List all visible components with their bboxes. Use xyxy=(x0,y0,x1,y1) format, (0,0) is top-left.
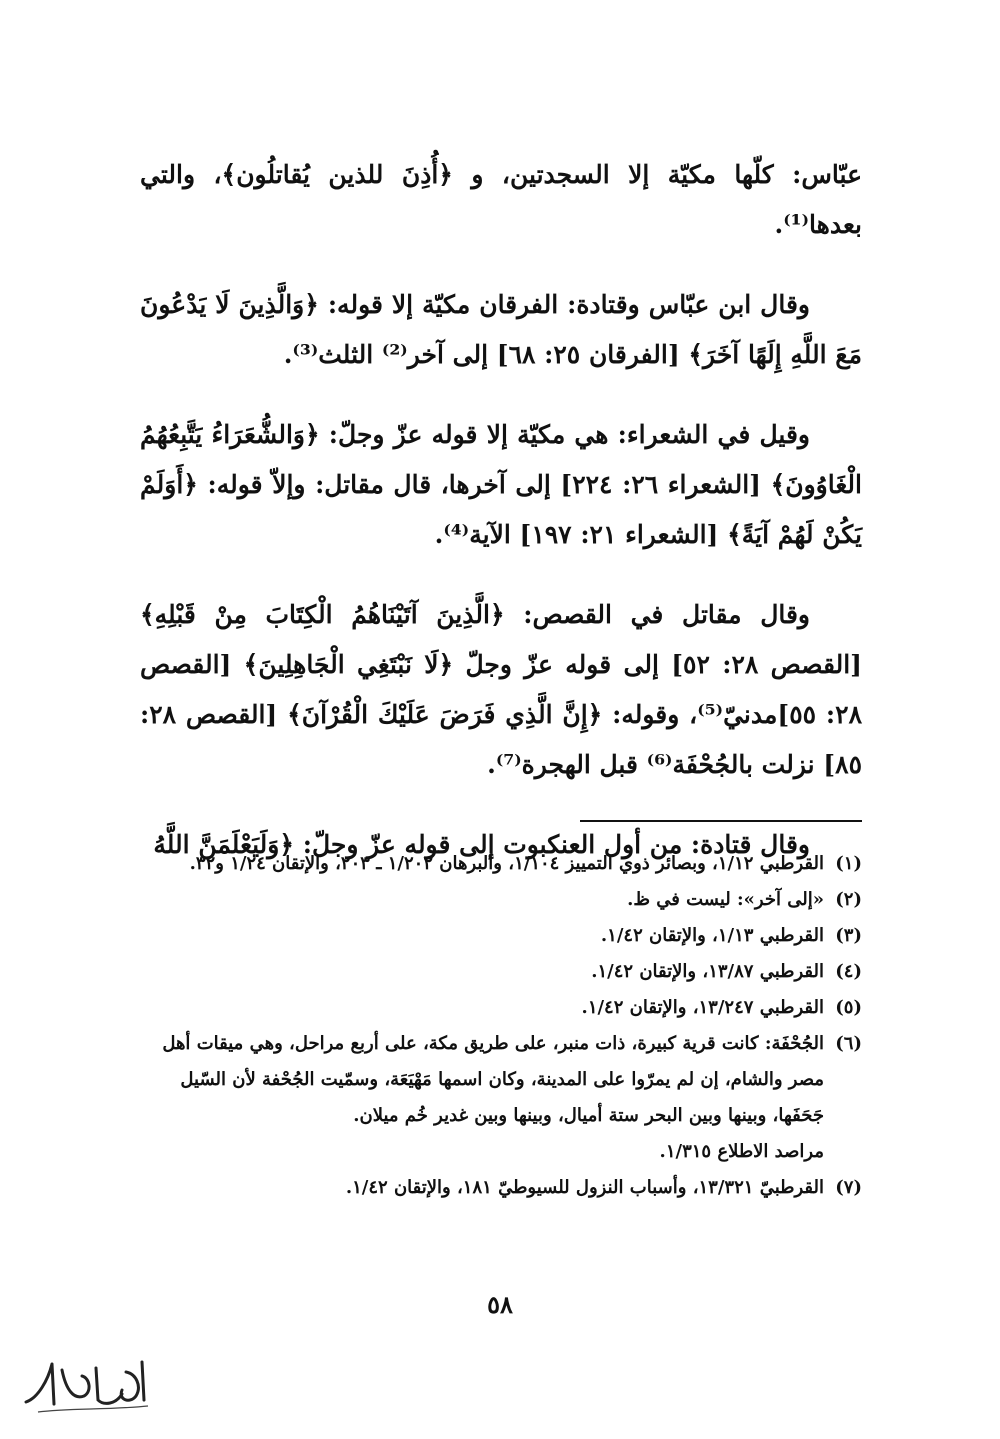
footnote-number: (٢) xyxy=(835,889,862,910)
paragraph-5: وقال قتادة: من أول العنكبوت إلى قوله عزّ وجلّ: ﴿وَلَيَعْلَمَنَّ اللَّهُ xyxy=(153,830,810,859)
footnote-text: القرطبيّ ١٣/٣٢١، وأسباب النزول للسيوطيّ ١٨١، والإتقان ١/٤٢. xyxy=(345,1177,824,1198)
footnote-number: (٧) xyxy=(835,1177,862,1198)
footnote-text: القرطبي ١/١٣، والإتقان ١/٤٢. xyxy=(600,925,824,946)
calligraphy-logo xyxy=(18,1350,158,1420)
footnote-number: (٥) xyxy=(835,997,862,1018)
footnote-number: (٤) xyxy=(835,961,862,982)
footnote-text: الجُحْفَة: كانت قرية كبيرة، ذات منبر، على طريق مكة، على أربع مراحل، وهي ميقات أهل مصر والشام، إن لم يمرّوا على المدينة، وكان اسمها مَهْيَعَة، وسمّيت الجُحْفة لأن السّيل جَحَفَها، وبينها وبين البحر ستة أميال، وبينها وبين غدير خُم ميلان. xyxy=(162,1033,824,1126)
paragraph-4: وقال مقاتل في القصص: ﴿الَّذِينَ آتَيْنَاهُمُ الْكِتَابَ مِنْ قَبْلِهِ﴾ [القصص ٢٨: ٥٢] إلى قوله عزّ وجلّ ﴿لَا نَبْتَغِي الْجَاهِلِينَ﴾ [القصص ٢٨: ٥٥]مدنيّ⁽⁵⁾، وقوله: ﴿إِنَّ الَّذِي فَرَضَ عَلَيْكَ الْقُرْآنَ﴾ [القصص ٢٨: ٨٥] نزلت بالجُحْفَة⁽⁶⁾ قبل الهجرة⁽⁷⁾. xyxy=(140,600,862,779)
footnote xyxy=(140,918,862,954)
footnote xyxy=(140,1026,862,1134)
paragraph-2: وقال ابن عبّاس وقتادة: الفرقان مكيّة إلا قوله: ﴿وَالَّذِينَ لَا يَدْعُونَ مَعَ اللَّهِ إِلَهًا آخَرَ﴾ [الفرقان ٢٥: ٦٨] إلى آخر⁽²⁾ الثلث⁽³⁾. xyxy=(140,290,862,369)
footnote-text: القرطبي ١٣/٢٤٧، والإتقان ١/٤٢. xyxy=(581,997,824,1018)
footnote-number: (٦) xyxy=(835,1033,862,1054)
main-text xyxy=(140,150,862,900)
footnote xyxy=(140,990,862,1026)
footnote-text: «إلى آخر»: ليست في ظ. xyxy=(627,889,824,910)
footnote-separator xyxy=(580,820,862,822)
footnote-source xyxy=(140,1134,862,1170)
paragraph-1: عبّاس: كلّها مكيّة إلا السجدتين، و ﴿أُذِنَ للذين يُقاتلُون﴾، والتي بعدها⁽¹⁾. xyxy=(140,160,862,239)
page-number: ٥٨ xyxy=(487,1290,513,1319)
footnote-number: (١) xyxy=(835,853,862,874)
footnote-number: (٣) xyxy=(835,925,862,946)
footnote-text: مراصد الاطلاع ١/٣١٥. xyxy=(659,1141,824,1162)
paragraph-3: وقيل في الشعراء: هي مكيّة إلا قوله عزّ وجلّ: ﴿وَالشُّعَرَاءُ يَتَّبِعُهُمُ الْغَاوُونَ﴾ [الشعراء ٢٦: ٢٢٤] إلى آخرها، قال مقاتل: وإلاّ قوله: ﴿أَوَلَمْ يَكُنْ لَهُمْ آيَةً﴾ [الشعراء ٢١: ١٩٧] الآية⁽⁴⁾. xyxy=(140,420,862,549)
footnotes xyxy=(140,846,862,1206)
footnote-text: القرطبي ١٣/٨٧، والإتقان ١/٤٢. xyxy=(591,961,824,982)
footnote-text: القرطبي ١/١٢، وبصائر ذوي التمييز ١/١٠٤، والبرهان ١/٢٠٢ ـ ٢٠٣، والإتقان ١/٢٤ و٣٢. xyxy=(189,853,824,874)
footnote xyxy=(140,846,862,882)
footnote xyxy=(140,954,862,990)
footnote xyxy=(140,1170,862,1206)
footnote xyxy=(140,882,862,918)
